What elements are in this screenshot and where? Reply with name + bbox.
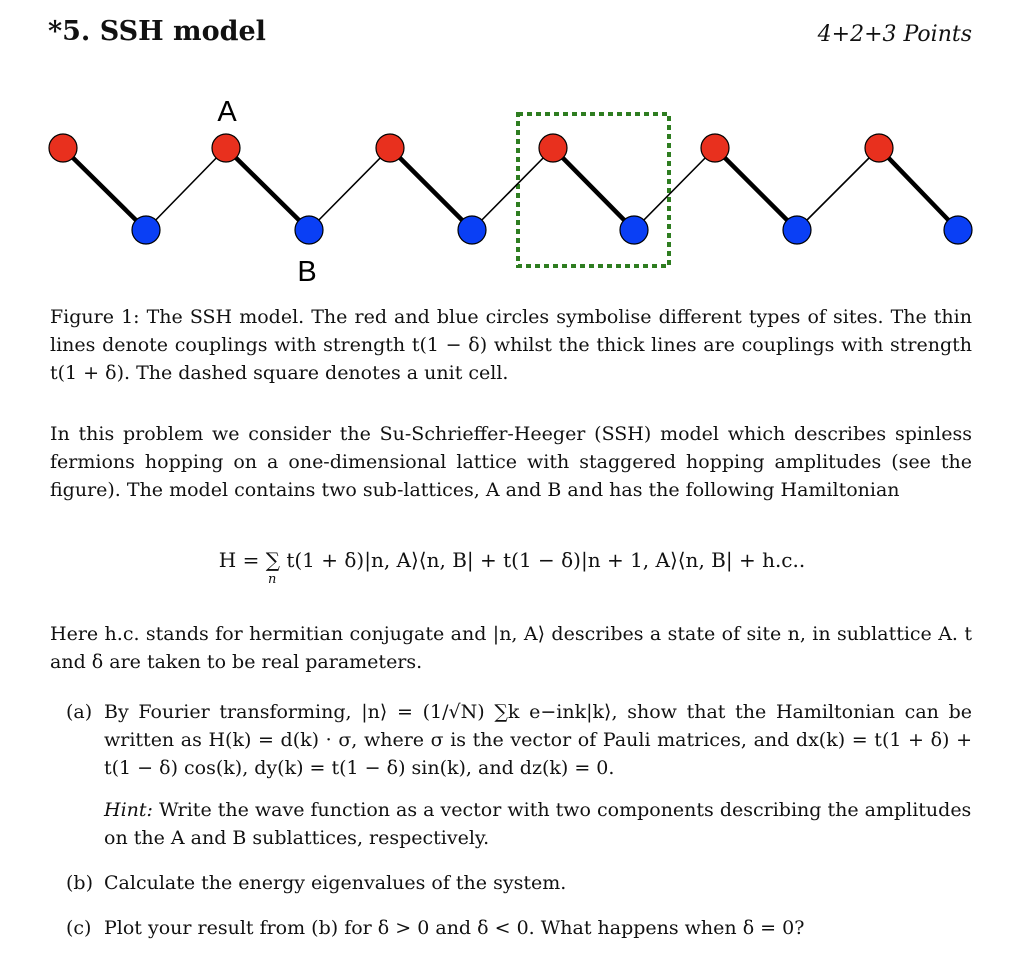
site-a xyxy=(212,134,240,162)
intro-paragraph: In this problem we consider the Su-Schrieffer-Heeger (SSH) model which describes spinless fermions hopping on a one-dimensional lattice with staggered hopping amplitudes (see the figure). The model contains two sub-lattices, A and B and has the following Hamiltonian xyxy=(50,423,972,501)
thick-bond xyxy=(715,148,797,230)
site-a xyxy=(865,134,893,162)
thick-bond xyxy=(553,148,634,230)
part-b-text: Calculate the energy eigenvalues of the system. xyxy=(104,872,567,894)
thick-bond xyxy=(63,148,146,230)
hint-label: Hint: xyxy=(104,799,153,821)
part-b-label: (b) xyxy=(66,872,93,894)
thick-bond xyxy=(226,148,309,230)
equation-text: H = ∑ t(1 + δ)|n, A⟩⟨n, B| + t(1 − δ)|n + 1, A⟩⟨n, B| + h.c.. xyxy=(218,548,806,572)
thin-bond xyxy=(634,148,715,230)
thick-bond xyxy=(879,148,958,230)
hint-block xyxy=(104,796,972,852)
site-a xyxy=(701,134,729,162)
thin-bond xyxy=(146,148,226,230)
figure-caption: Figure 1: The SSH model. The red and blue circles symbolise different types of sites. The thin lines denote couplings with strength t(1 − δ) whilst the thick lines are couplings with strength t(1 + δ). The dashed square denotes a unit cell. xyxy=(50,306,972,384)
label-b: B xyxy=(297,256,317,288)
site-b xyxy=(783,216,811,244)
definitions-paragraph: Here h.c. stands for hermitian conjugate and |n, A⟩ describes a state of site n, in sublattice A. t and δ are taken to be real parameters. xyxy=(50,623,972,673)
part-c-text: Plot your result from (b) for δ > 0 and δ < 0. What happens when δ = 0? xyxy=(104,917,805,939)
part-a-text: By Fourier transforming, |n⟩ = (1/√N) ∑k e−ink|k⟩, show that the Hamiltonian can be written as H(k) = d(k) · σ, where σ is the vector of Pauli matrices, and dx(k) = t(1 + δ) + t(1 − δ) cos(k), dy(k) = t(1 − δ) sin(k), and dz(k) = 0. xyxy=(104,701,972,779)
site-b xyxy=(944,216,972,244)
points-label: 4+2+3 Points xyxy=(817,22,972,47)
part-c xyxy=(66,914,972,942)
thin-bond xyxy=(309,148,390,230)
part-a-label: (a) xyxy=(66,701,93,723)
hamiltonian-equation xyxy=(0,548,1024,587)
site-b xyxy=(132,216,160,244)
sites xyxy=(49,134,972,244)
thick-bond xyxy=(390,148,472,230)
site-a xyxy=(539,134,567,162)
ssh-chain-figure xyxy=(0,88,1024,298)
label-a: A xyxy=(217,96,237,128)
site-a xyxy=(49,134,77,162)
sum-index: n xyxy=(268,572,277,587)
site-b xyxy=(620,216,648,244)
part-b xyxy=(66,869,972,897)
site-b xyxy=(458,216,486,244)
problem-title: *5. SSH model xyxy=(48,16,266,47)
hint-text: Write the wave function as a vector with two components describing the amplitudes on the A and B sublattices, respectively. xyxy=(104,799,972,849)
part-c-label: (c) xyxy=(66,917,92,939)
thin-bond xyxy=(472,148,553,230)
part-a xyxy=(66,698,972,782)
site-b xyxy=(295,216,323,244)
header xyxy=(48,16,972,56)
site-a xyxy=(376,134,404,162)
couplings xyxy=(63,148,958,230)
thin-bond xyxy=(797,148,879,230)
